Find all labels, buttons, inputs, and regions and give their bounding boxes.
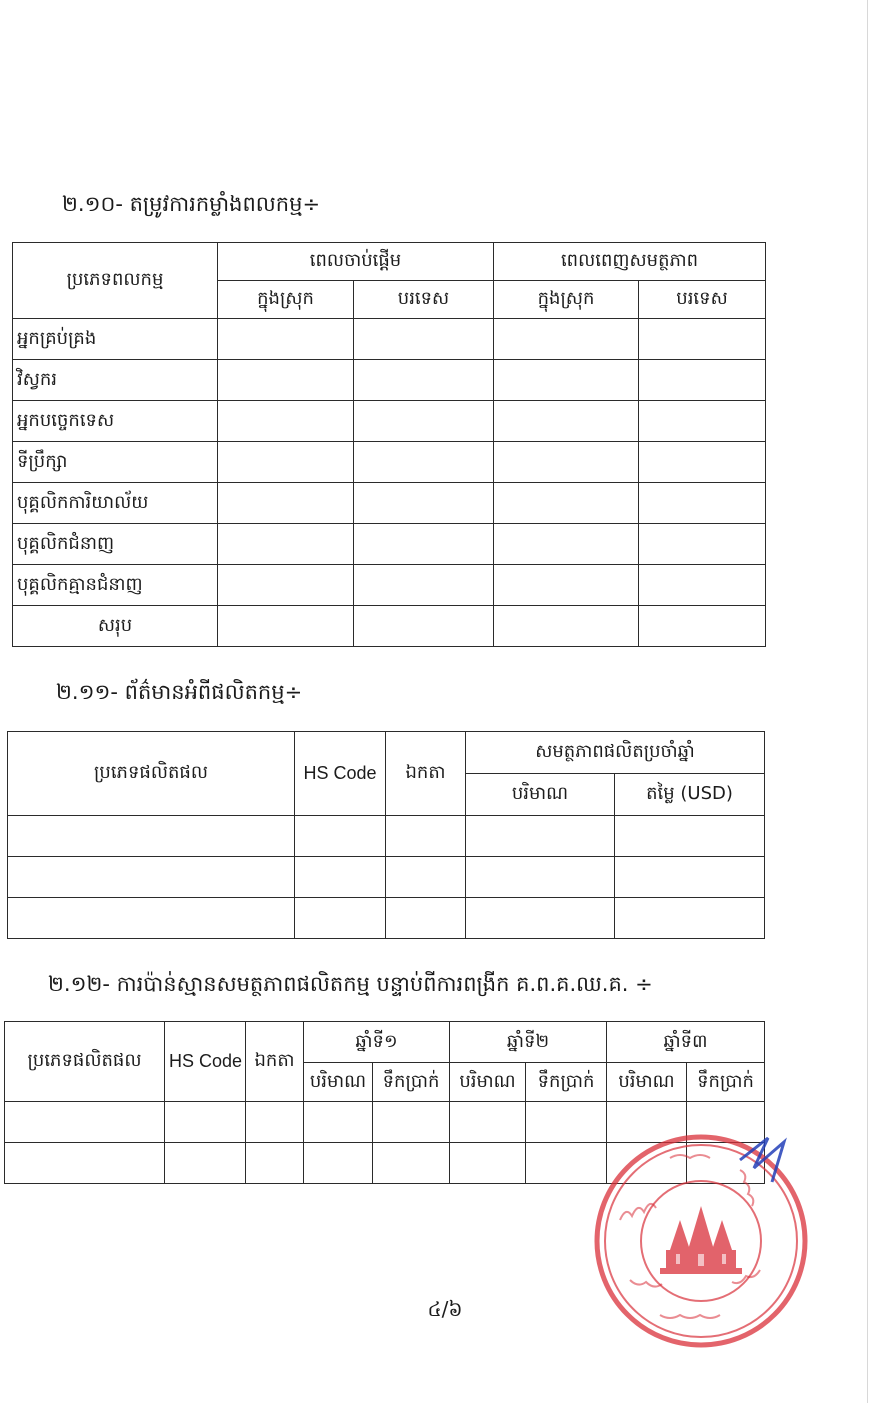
table-row [13, 483, 766, 524]
data-cell [354, 565, 494, 606]
header-year-2: ឆ្នាំទី២ [450, 1022, 607, 1063]
data-cell [386, 857, 466, 898]
data-cell [295, 816, 386, 857]
data-cell [639, 360, 766, 401]
subheader-foreign: បរទេស [354, 281, 494, 319]
header-full-capacity: ពេលពេញសមត្ថភាព [494, 243, 766, 281]
row-label: វិស្វករ [13, 360, 218, 401]
row-label: បុគ្គលិកការិយាល័យ [13, 483, 218, 524]
data-cell [494, 524, 639, 565]
data-cell [373, 1102, 450, 1143]
data-cell [218, 360, 354, 401]
row-label: អ្នកគ្រប់គ្រង [13, 319, 218, 360]
data-cell [494, 565, 639, 606]
data-cell [8, 898, 295, 939]
data-cell [494, 360, 639, 401]
subheader-quantity: បរិមាណ [450, 1063, 526, 1102]
data-cell [615, 857, 765, 898]
page-edge [867, 0, 868, 1403]
total-row [13, 606, 766, 647]
data-cell [218, 442, 354, 483]
table-row [13, 565, 766, 606]
header-unit: ឯកតា [246, 1022, 304, 1102]
data-cell [218, 319, 354, 360]
data-cell [450, 1102, 526, 1143]
section-heading-2-10: ២.១០- តម្រូវការកម្លាំងពលកម្ម÷ [62, 192, 321, 216]
data-cell [494, 442, 639, 483]
table-row [13, 360, 766, 401]
table-row [13, 442, 766, 483]
total-label: សរុប [13, 606, 218, 647]
data-cell [304, 1143, 373, 1184]
data-cell [295, 898, 386, 939]
row-label: អ្នកបច្ចេកទេស [13, 401, 218, 442]
data-cell [354, 606, 494, 647]
subheader-value-usd: តម្លៃ (USD) [615, 774, 765, 816]
signature [740, 1138, 784, 1182]
data-cell [5, 1143, 165, 1184]
header-hs-code: HS Code [165, 1022, 246, 1102]
data-cell [466, 857, 615, 898]
table-row [8, 857, 765, 898]
section-heading-2-11: ២.១១- ព័ត៌មានអំពីផលិតកម្ម÷ [56, 680, 303, 704]
header-labor-type: ប្រភេទពលកម្ម [13, 243, 218, 319]
row-label: បុគ្គលិកគ្មានជំនាញ [13, 565, 218, 606]
row-label: បុគ្គលិកជំនាញ [13, 524, 218, 565]
data-cell [639, 483, 766, 524]
data-cell [354, 524, 494, 565]
data-cell [246, 1102, 304, 1143]
header-product-type: ប្រភេទផលិតផល [8, 732, 295, 816]
header-start-time: ពេលចាប់ផ្តើម [218, 243, 494, 281]
data-cell [615, 898, 765, 939]
data-cell [8, 857, 295, 898]
subheader-quantity: បរិមាណ [466, 774, 615, 816]
table-row [13, 524, 766, 565]
page-number: ៤/៦ [427, 1297, 463, 1321]
data-cell [354, 360, 494, 401]
data-cell [246, 1143, 304, 1184]
header-year-3: ឆ្នាំទី៣ [607, 1022, 765, 1063]
data-cell [615, 816, 765, 857]
data-cell [386, 898, 466, 939]
data-cell [639, 401, 766, 442]
subheader-quantity: បរិមាណ [304, 1063, 373, 1102]
data-cell [165, 1102, 246, 1143]
labor-requirement-table [12, 242, 766, 647]
section-heading-2-12: ២.១២- ការប៉ាន់ស្មានសមត្ថភាពផលិតកម្ម បន្ទាប់ពីការពង្រីក គ.ព.គ.ឈ.គ. ÷ [48, 972, 653, 996]
subheader-foreign: បរទេស [639, 281, 766, 319]
data-cell [218, 524, 354, 565]
data-cell [639, 319, 766, 360]
data-cell [354, 483, 494, 524]
data-cell [466, 816, 615, 857]
data-cell [466, 898, 615, 939]
data-cell [450, 1143, 526, 1184]
data-cell [218, 606, 354, 647]
data-cell [218, 401, 354, 442]
header-product-type: ប្រភេទផលិតផល [5, 1022, 165, 1102]
data-cell [218, 483, 354, 524]
header-year-1: ឆ្នាំទី១ [304, 1022, 450, 1063]
data-cell [494, 401, 639, 442]
data-cell [639, 442, 766, 483]
data-cell [639, 565, 766, 606]
data-cell [494, 606, 639, 647]
subheader-domestic: ក្នុងស្រុក [494, 281, 639, 319]
header-hs-code: HS Code [295, 732, 386, 816]
subheader-revenue: ទឹកប្រាក់ [373, 1063, 450, 1102]
header-unit: ឯកតា [386, 732, 466, 816]
data-cell [494, 483, 639, 524]
data-cell [8, 816, 295, 857]
table-row [8, 898, 765, 939]
data-cell [373, 1143, 450, 1184]
row-label: ទីប្រឹក្សា [13, 442, 218, 483]
table-row [13, 401, 766, 442]
subheader-domestic: ក្នុងស្រុក [218, 281, 354, 319]
data-cell [354, 401, 494, 442]
data-cell [639, 606, 766, 647]
data-cell [354, 442, 494, 483]
data-cell [165, 1143, 246, 1184]
table-row [8, 816, 765, 857]
data-cell [386, 816, 466, 857]
subheader-revenue: ទឹកប្រាក់ [687, 1063, 765, 1102]
data-cell [5, 1102, 165, 1143]
table-row [13, 319, 766, 360]
subheader-quantity: បរិមាណ [607, 1063, 687, 1102]
data-cell [354, 319, 494, 360]
production-info-table [7, 731, 765, 939]
data-cell [639, 524, 766, 565]
data-cell [494, 319, 639, 360]
subheader-revenue: ទឹកប្រាក់ [526, 1063, 607, 1102]
data-cell [304, 1102, 373, 1143]
data-cell [295, 857, 386, 898]
header-annual-capacity: សមត្ថភាពផលិតប្រចាំឆ្នាំ [466, 732, 765, 774]
data-cell [218, 565, 354, 606]
